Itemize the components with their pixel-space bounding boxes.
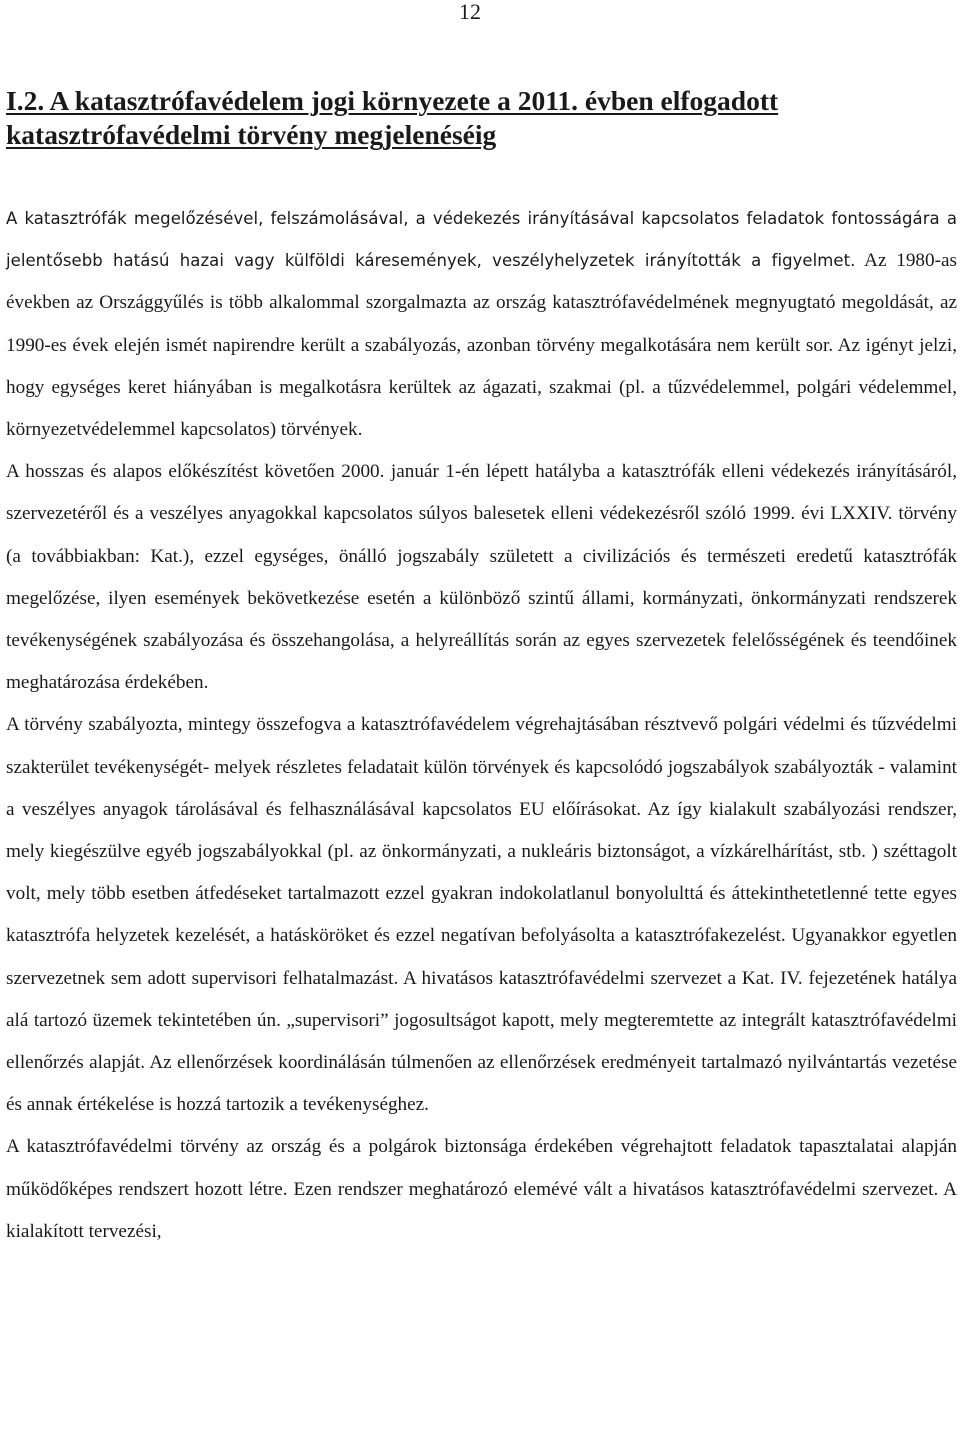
paragraph-1-body: Az 1980-as években az Országgyűlés is több alkalommal szorgalmazta az ország katasztrófavédelmének megnyugtató megoldását, az 1990-es évek elején ismét napirendre került a szabályozás, azonban törvény megalkotására nem került sor. Az igényt jelzi, hogy egységes keret hiányában is megalkotásra kerültek az ágazati, szakmai (pl. a tűzvédelemmel, polgári védelemmel, környezetvédelemmel kapcsolatos) törvények. bbox=[6, 250, 957, 441]
paragraph-1 bbox=[6, 198, 957, 451]
paragraph-1-lead: A katasztrófák megelőzésével, felszámolásával, a védekezés irányításával kapcsolatos feladatok fontosságára a jelentősebb hatású hazai vagy külföldi káresemények, veszélyhelyzetek irányították a figyelmet. bbox=[6, 209, 957, 271]
page-number: 12 bbox=[459, 0, 481, 24]
body-text bbox=[6, 198, 957, 1253]
paragraph-3: A törvény szabályozta, mintegy összefogva a katasztrófavédelem végrehajtásában résztvevő polgári védelmi és tűzvédelmi szakterület tevékenységét- melyek részletes feladatait külön törvények és kapcsolódó jogszabályok szabályozták - valamint a veszélyes anyagok tárolásával és felhasználásával kapcsolatos EU előírásokat. Az így kialakult szabályozási rendszer, mely kiegészülve egyéb jogszabályokkal (pl. az önkormányzati, a nukleáris biztonságot, a vízkárelhárítást, stb. ) széttagolt volt, mely több esetben átfedéseket tartalmazott ezzel gyakran indokolatlanul bonyolulttá és áttekinthetetlenné tette egyes katasztrófa helyzetek kezelését, a hatásköröket és ezzel negatívan befolyásolta a katasztrófakezelést. Ugyanakkor egyetlen szervezetnek sem adott supervisori felhatalmazást. A hivatásos katasztrófavédelmi szervezet a Kat. IV. fejezetének hatálya alá tartozó üzemek tekintetében ún. „supervisori” jogosultságot kapott, mely megteremtette az integrált katasztrófavédelmi ellenőrzés alapját. Az ellenőrzések koordinálásán túlmenően az ellenőrzések eredményeit tartalmazó nyilvántartás vezetése és annak értékelése is hozzá tartozik a tevékenységhez. bbox=[6, 714, 957, 1116]
paragraph-2: A hosszas és alapos előkészítést követően 2000. január 1-én lépett hatályba a katasztrófák elleni védekezés irányításáról, szervezetéről és a veszélyes anyagokkal kapcsolatos súlyos balesetek elleni védekezésről szóló 1999. évi LXXIV. törvény (a továbbiakban: Kat.), ezzel egységes, önálló jogszabály született a civilizációs és természeti eredetű katasztrófák megelőzése, ilyen események bekövetkezése esetén a különböző szintű állami, kormányzati, önkormányzati rendszerek tevékenységének szabályozása és összehangolása, a helyreállítás során az egyes szervezetek felelősségének és teendőinek meghatározása érdekében. bbox=[6, 461, 957, 694]
chapter-heading: I.2. A katasztrófavédelem jogi környezete a 2011. évben elfogadott katasztrófavédelmi törvény megjelenéséig bbox=[6, 85, 779, 150]
paragraph-4: A katasztrófavédelmi törvény az ország és a polgárok biztonsága érdekében végrehajtott feladatok tapasztalatai alapján működőképes rendszert hozott létre. Ezen rendszer meghatározó elemévé vált a hivatásos katasztrófavédelmi szervezet. A kialakított tervezési, bbox=[6, 1136, 957, 1242]
